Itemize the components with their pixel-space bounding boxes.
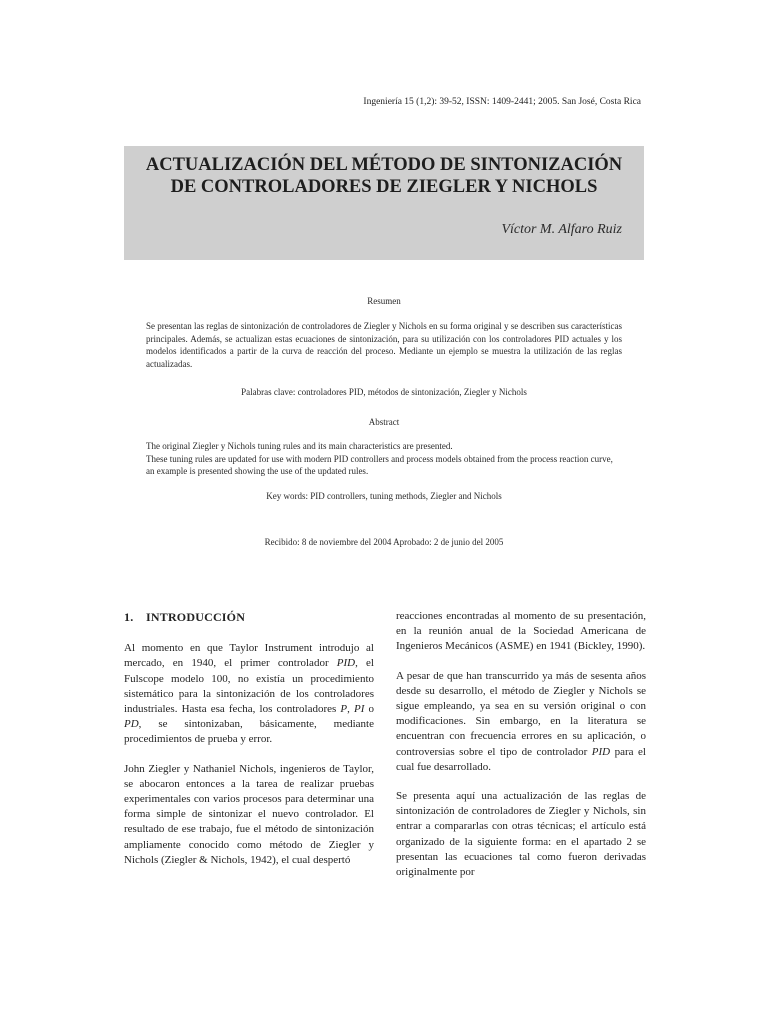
abstract-line-1: The original Ziegler y Nichols tuning rules and its main characteristics are presented. [146,441,453,451]
right-column [396,609,646,894]
palabras-clave: Palabras clave: controladores PID, métodos de sintonización, Ziegler y Nichols [241,387,527,397]
section-title: INTRODUCCIÓN [146,610,246,624]
paper-title [124,154,644,198]
received-approved-dates: Recibido: 8 de noviembre del 2004 Aprobado: 2 de junio del 2005 [264,537,504,547]
journal-citation: Ingeniería 15 (1,2): 39-52, ISSN: 1409-2441; 2005. San José, Costa Rica [363,97,641,107]
paragraph-3: reacciones encontradas al momento de su presentación, en la reunión anual de la Sociedad Americana de Ingenieros Mecánicos (ASME) en 1941 (Bickley, 1990). [396,610,646,653]
paragraph-4: A pesar de que han transcurrido ya más de sesenta años desde su desarrollo, el método de Ziegler y Nichols se sigue empleando, ya sea en su versión original o con modificaciones. Sin embargo, en la literatura se encuentran con frecuencia errores en su aplicación, o controversias sobre el tipo de controlador PID para el cual fue desarrollado. [396,669,646,773]
abstract-heading: Abstract [368,417,400,427]
paragraph-5: Se presenta aquí una actualización de las reglas de sintonización de controladores de Ziegler y Nichols, sin entrar a compararlas con otras técnicas; el artículo está organizado de la siguiente forma: en el apartado 2 se presentan las ecuaciones tal como fueron derivadas originalmente por [396,790,646,879]
section-heading [124,610,374,625]
resumen-heading: Resumen [367,296,401,306]
author-name: Víctor M. Alfaro Ruiz [501,222,622,237]
section-number: 1. [124,610,134,624]
paper-title-line-1: ACTUALIZACIÓN DEL MÉTODO DE SINTONIZACIÓN [145,155,623,175]
paragraph-1: Al momento en que Taylor Instrument introdujo al mercado, en 1940, el primer controlador PID, el Fulscope modelo 100, no existía un procedimiento sistemático para la sintonización de los controladores industriales. Hasta esa fecha, los controladores P, PI o PD, se sintonizaban, básicamente, mediante procedimientos de prueba y error. [124,642,375,746]
key-words: Key words: PID controllers, tuning methods, Ziegler and Nichols [266,491,502,501]
resumen-text: Se presentan las reglas de sintonización de controladores de Ziegler y Nichols en su forma original y se describen sus características principales. Además, se actualizan estas ecuaciones de sintonización, para su utilización con los controladores PID actuales y los modelos identificados a partir de la curva de reacción del proceso. Mediante un ejemplo se muestra la utilización de las reglas actualizadas. [146,321,622,369]
paper-title-line-2: DE CONTROLADORES DE ZIEGLER Y NICHOLS [170,177,598,197]
title-box [124,146,644,260]
paragraph-2: John Ziegler y Nathaniel Nichols, ingenieros de Taylor, se abocaron entonces a la tarea de realizar pruebas experimentales con varios procesos para determinar una forma simple de sintonizar el nuevo controlador. El resultado de ese trabajo, fue el método de sintonización ampliamente conocido como método de Ziegler y Nichols (Ziegler & Nichols, 1942), el cual despertó [124,762,374,866]
abstract-line-2: These tuning rules are updated for use with modern PID controllers and process models obtained from the process reaction curve, an example is presented showing the use of the updated rules. [146,453,613,476]
left-column [124,610,374,882]
abstract-text [146,440,622,478]
